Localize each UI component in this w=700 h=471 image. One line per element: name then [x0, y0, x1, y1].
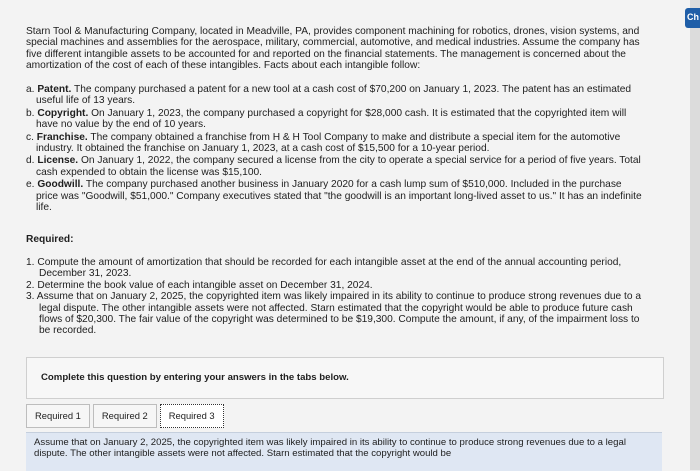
tab-content-text: Assume that on January 2, 2025, the copyrighted item was likely impaired in its ability to continue to produce strong revenues due to a legal dispute. The other intangible assets were not affected. Starn estimated that the copyright would be [34, 437, 626, 459]
requirements-list [26, 257, 646, 337]
intro-paragraph [26, 26, 646, 72]
requirement-number: 2. [26, 279, 35, 291]
fact-title: Copyright. [37, 107, 89, 119]
fact-title: Patent. [37, 84, 72, 95]
fact-text: The company purchased another business in January 2020 for a cash lump sum of $510,000. Included in the purchase price was "Goodwill, $51,000." Company executives stated that "the goodwill is an important long-lived asset to us." It has an indefinite life. [36, 179, 642, 214]
fact-item [26, 132, 646, 155]
intangible-facts-list [26, 84, 646, 214]
requirement-text: Compute the amount of amortization that should be recorded for each intangible asset at the end of the annual accounting period, December 31, 2023. [37, 257, 622, 280]
requirement-item [26, 280, 646, 291]
requirement-item [26, 257, 646, 280]
fact-title: License. [37, 155, 79, 167]
scroll-edge [690, 0, 700, 470]
tab-required-3[interactable]: Required 3 [160, 404, 224, 428]
requirement-number: 1. [26, 257, 35, 268]
requirement-text: Assume that on January 2, 2025, the copyrighted item was likely impaired in its ability to continue to produce strong revenues due to a legal dispute. The other intangible assets were not affected. Starn estimated that the copyright would be able to produce future cash flows of $20,300. The fair value of the copyright was determined to be $19,300. Compute the amount, if any, of the impairment loss to be recorded. [36, 291, 642, 337]
fact-text: On January 1, 2023, the company purchased a copyright for $28,000 cash. It is estimated that the copyrighted item will have no value by the end of 10 years. [36, 107, 627, 131]
fact-text: On January 1, 2022, the company secured a license from the city to operate a special service for a period of five years. Total cash expended to obtain the license was $15,100. [36, 155, 641, 178]
fact-item [26, 179, 646, 213]
fact-letter: e. [26, 179, 35, 191]
chapter-button[interactable]: Ch [685, 8, 700, 28]
fact-item [26, 108, 646, 131]
intro-text: Starn Tool & Manufacturing Company, located in Meadville, PA, provides component machining for robotics, drones, vision systems, and special machines and assemblies for the aerospace, military, commercial, automotive, and medical industries. Assume the company has five different intangible assets to be accounted for and reported on the financial statements. The management is concerned about the amortization of the cost of each of these intangibles. Facts about each intangible follow: [26, 26, 640, 72]
tab-required-2[interactable]: Required 2 [93, 404, 157, 428]
fact-letter: b. [26, 107, 35, 119]
fact-letter: a. [26, 84, 35, 95]
fact-letter: d. [26, 155, 35, 167]
answer-tabs [26, 404, 227, 428]
fact-text: The company purchased a patent for a new tool at a cash cost of $70,200 on January 1, 2023. The patent has an estimated useful life of 13 years. [36, 84, 632, 107]
fact-title: Franchise. [36, 131, 88, 143]
requirement-number: 3. [26, 291, 35, 303]
requirement-item [26, 291, 646, 337]
tab-content-panel [26, 432, 662, 471]
fact-text: The company obtained a franchise from H & H Tool Company to make and distribute a special item for the automotive industry. It obtained the franchise on January 1, 2023, at a cash cost of $15,500 for a 10-year period. [36, 131, 621, 155]
requirement-text: Determine the book value of each intangible asset on December 31, 2024. [37, 279, 373, 291]
required-heading: Required: [26, 234, 74, 245]
fact-item [26, 84, 646, 107]
fact-title: Goodwill. [37, 179, 84, 191]
instruction-panel [26, 357, 664, 399]
fact-letter: c. [26, 131, 34, 143]
instruction-text: Complete this question by entering your answers in the tabs below. [41, 372, 349, 383]
tab-required-1[interactable]: Required 1 [26, 404, 90, 428]
fact-item [26, 155, 646, 178]
